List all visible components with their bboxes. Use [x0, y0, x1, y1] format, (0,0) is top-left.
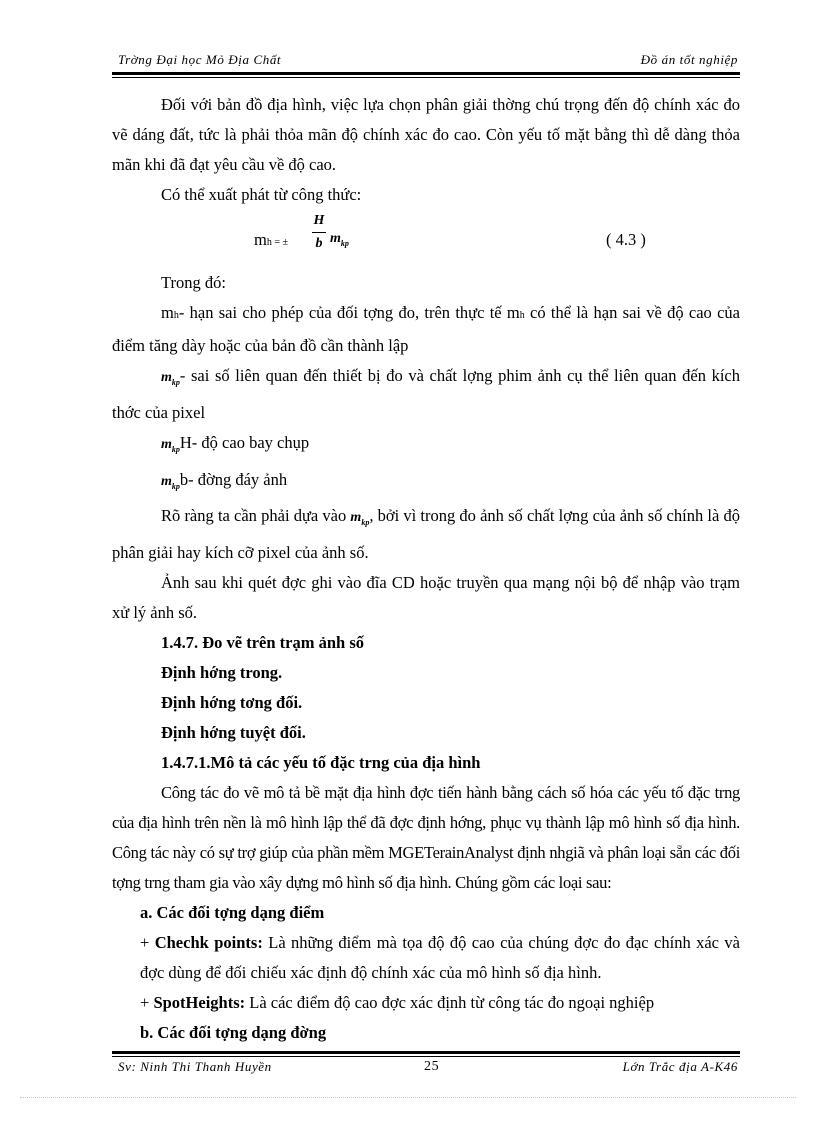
mh-symbol: m	[161, 303, 174, 322]
page-body	[112, 90, 740, 1048]
page-header	[112, 50, 740, 70]
spot-heights-term: SpotHeights:	[153, 993, 246, 1013]
heading-inner-orientation: Định hớng trong.	[161, 663, 283, 683]
b-text: b- đờng đáy ảnh	[179, 469, 288, 489]
mkp-symbol-h	[161, 437, 180, 452]
mkp-sub-inline: kp	[361, 518, 370, 528]
paragraph-where: Trong đó:	[161, 273, 226, 292]
formula-m: m	[254, 230, 267, 249]
m-kp-symbol: m	[330, 231, 341, 246]
check-points-text: Là những điểm mà tọa độ độ cao của chúng đợc đo đạc chính xác và đợc dùng để đối chiếu xác định độ chính xác của mô hình số địa hình.	[140, 933, 740, 983]
header-doc-type: Đồ án tốt nghiệp	[640, 52, 738, 67]
mh-text-b: có thể là hạn sai về độ cao của điểm tăng dày hoặc của bản đồ cần thành lập	[112, 303, 740, 355]
mkp-text: - sai số liên quan đến thiết bị đo và chất lợng phim ảnh cụ thể liên quan đến kích thớc của pixel	[112, 366, 740, 422]
paragraph-scan: Ảnh sau khi quét đợc ghi vào đĩa CD hoặc truyền qua mạng nội bộ để nhập vào trạm xử lý ảnh số.	[112, 573, 740, 623]
formula-4-3	[112, 212, 740, 262]
mkp-m-h: m	[161, 436, 172, 452]
heading-line-objects: b. Các đối tợng dạng đờng	[140, 1023, 327, 1043]
footer-student: Sv: Ninh Thi Thanh Huyền	[118, 1059, 272, 1074]
mkp-symbol-b	[161, 474, 180, 489]
paragraph-resolution: Đối với bản đồ địa hình, việc lựa chọn phân giải thờng chú trọng đến độ chính xác đo vẽ dáng đất, tức là phải thỏa mãn độ chính xác đo cao. Còn yếu tố mặt bằng thì dễ dàng thỏa mãn khi đã đạt yêu cầu về độ cao.	[112, 95, 740, 174]
mkp-symbol	[161, 370, 180, 385]
fraction-denominator: b	[315, 236, 323, 251]
paragraph-formula-intro: Có thể xuất phát từ công thức:	[161, 185, 362, 204]
heading-absolute-orientation: Định hớng tuyệt đối.	[161, 723, 306, 743]
header-rule-thin	[112, 77, 740, 78]
bullet-plus-2: +	[140, 993, 154, 1013]
mh-text-a: - hạn sai cho phép của đối tợng đo, trên thực tế m	[178, 303, 520, 322]
paragraph-terrain-work: Công tác đo vẽ mô tả bề mặt địa hình đợc tiến hành bằng cách số hóa các yếu tố đặc trng của địa hình trên nền là mô hình lập thể đã đợc định hớng, phục vụ thành lập mô hình số địa hình. Công tác này có sự trợ giúp của phần mềm MGETerainAnalyst định nhgiã và phân loại sẵn các đối tợng trng tham gia vào xây dựng mô hình số địa hình. Chúng gồm các loại sau:	[112, 783, 740, 893]
header-rule-thick	[112, 72, 740, 75]
paragraph-mh-definition	[112, 298, 740, 361]
mh-subscript: h	[173, 310, 179, 321]
heading-1-4-7: 1.4.7. Đo vẽ trên trạm ảnh số	[161, 633, 365, 653]
check-points-term: Chechk points:	[154, 933, 263, 953]
formula-lhs	[254, 225, 288, 258]
header-school: Trờng Đại học Mỏ Địa Chất	[118, 52, 282, 67]
heading-point-objects: a. Các đối tợng dạng điểm	[140, 903, 325, 923]
mkp-m-b: m	[161, 473, 172, 489]
bullet-plus: +	[140, 933, 155, 953]
mkp-m: m	[161, 370, 172, 385]
formula-h-sub: h	[266, 237, 272, 248]
fraction-numerator: H	[313, 213, 325, 228]
formula-m-kp	[330, 224, 349, 259]
clearly-text-a: Rõ ràng ta cần phải dựa vào	[161, 506, 351, 526]
formula-number: ( 4.3 )	[606, 230, 646, 249]
paragraph-spot-heights	[112, 988, 740, 1018]
heading-1-4-7-1: 1.4.7.1.Mô tả các yếu tố đặc trng của địa hình	[161, 753, 481, 773]
mkp-sub-b: kp	[171, 481, 180, 491]
footer-page-number: 25	[424, 1059, 440, 1074]
heading-relative-orientation: Định hớng tơng đối.	[161, 693, 303, 713]
paragraph-b-definition	[112, 465, 740, 502]
page-bottom-dotted-line	[20, 1097, 796, 1098]
mkp-sub: kp	[171, 377, 180, 387]
formula-equals: = ±	[271, 237, 288, 248]
mkp-symbol-inline	[350, 510, 370, 528]
paragraph-h-definition	[112, 428, 740, 465]
fraction-bar	[312, 232, 326, 233]
formula-fraction	[312, 212, 326, 253]
footer-class: Lớn Trắc địa A-K46	[622, 1059, 738, 1074]
mh-subscript-2: h	[519, 310, 525, 321]
spot-heights-text: Là các điểm độ cao đợc xác định từ công tác đo ngoại nghiệp	[245, 993, 655, 1013]
footer-rule-thick	[112, 1051, 740, 1054]
clearly-text-b: , bởi vì trong đo ảnh số chất lợng của ảnh số chính là độ phân giải hay kích cỡ pixel của ảnh số.	[112, 506, 740, 563]
h-text: H- độ cao bay chụp	[179, 432, 310, 452]
m-kp-subscript: kp	[340, 238, 349, 248]
footer-rule-thin	[112, 1056, 740, 1057]
mkp-sub-h: kp	[171, 444, 180, 454]
paragraph-mkp-definition	[112, 361, 740, 428]
paragraph-clearly	[112, 501, 740, 568]
page-footer	[112, 1059, 740, 1079]
mkp-m-inline: m	[350, 510, 362, 526]
paragraph-check-points	[112, 928, 740, 988]
